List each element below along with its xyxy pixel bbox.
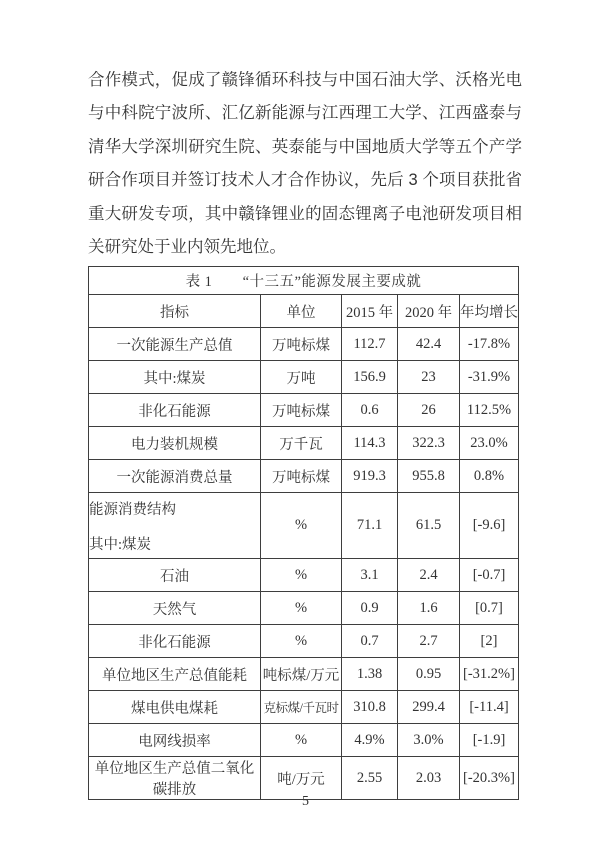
cell-2020: 26: [398, 394, 460, 427]
cell-unit: 吨/万元: [261, 757, 342, 800]
cell-growth: [2]: [460, 625, 519, 658]
col-header-unit: 单位: [261, 295, 342, 328]
cell-2015: 0.7: [342, 625, 398, 658]
col-header-2015: 2015 年: [342, 295, 398, 328]
indicator-line-2: 其中:煤炭: [89, 536, 152, 553]
table-row: [89, 691, 519, 724]
cell-unit: 万吨标煤: [261, 460, 342, 493]
cell-indicator: 煤电供电煤耗: [89, 691, 261, 724]
cell-2020: 955.8: [398, 460, 460, 493]
cell-2015: 114.3: [342, 427, 398, 460]
cell-2015: 919.3: [342, 460, 398, 493]
cell-unit: 万吨标煤: [261, 328, 342, 361]
cell-indicator: 一次能源生产总值: [89, 328, 261, 361]
cell-2015: 0.6: [342, 394, 398, 427]
cell-2020: 2.4: [398, 559, 460, 592]
cell-indicator: 单位地区生产总值能耗: [89, 658, 261, 691]
cell-unit: 吨标煤/万元: [261, 658, 342, 691]
col-header-2020: 2020 年: [398, 295, 460, 328]
table-row: [89, 592, 519, 625]
cell-unit: 万千瓦: [261, 427, 342, 460]
cell-2020: 3.0%: [398, 724, 460, 757]
energy-achievements-table: [88, 266, 519, 800]
table-title-text: “十三五”能源发展主要成就: [242, 274, 422, 290]
cell-indicator: [89, 493, 261, 559]
cell-growth: [0.7]: [460, 592, 519, 625]
cell-indicator: 非化石能源: [89, 625, 261, 658]
cell-unit: %: [261, 724, 342, 757]
page-number: 5: [302, 794, 309, 809]
cell-indicator: 电网线损率: [89, 724, 261, 757]
cell-growth: -17.8%: [460, 328, 519, 361]
table-row: [89, 493, 519, 559]
col-header-indicator: 指标: [89, 295, 261, 328]
cell-unit: 万吨: [261, 361, 342, 394]
cell-2020: 299.4: [398, 691, 460, 724]
cell-growth: [-20.3%]: [460, 757, 519, 800]
cell-growth: 112.5%: [460, 394, 519, 427]
paragraph-line: 与中科院宁波所、汇亿新能源与江西理工大学、江西盛泰与: [88, 104, 522, 123]
table-title-row: [89, 267, 519, 295]
cell-2020: 322.3: [398, 427, 460, 460]
paragraph-line: 清华大学深圳研究生院、英泰能与中国地质大学等五个产学: [88, 137, 522, 156]
table-row: [89, 625, 519, 658]
table-title: [89, 267, 519, 295]
paragraph-line: 合作模式，促成了赣锋循环科技与中国石油大学、沃格光电: [88, 71, 522, 89]
cell-2015: 0.9: [342, 592, 398, 625]
cell-2015: 156.9: [342, 361, 398, 394]
cell-indicator: 其中:煤炭: [89, 361, 261, 394]
paragraph-line: 重大研发专项，其中赣锋锂业的固态锂离子电池研发项目相: [88, 204, 522, 223]
cell-indicator: 石油: [89, 559, 261, 592]
cell-2020: 61.5: [398, 493, 460, 559]
cell-2015: 71.1: [342, 493, 398, 559]
cell-unit: %: [261, 493, 342, 559]
cell-2020: 23: [398, 361, 460, 394]
indicator-line-1: 能源消费结构: [89, 501, 176, 518]
table-row: [89, 361, 519, 394]
cell-growth: 0.8%: [460, 460, 519, 493]
cell-indicator: 一次能源消费总量: [89, 460, 261, 493]
table-row: [89, 427, 519, 460]
table-header-row: [89, 295, 519, 328]
cell-2020: 1.6: [398, 592, 460, 625]
paragraph-line: 关研究处于业内领先地位。: [88, 238, 286, 257]
cell-growth: [-9.6]: [460, 493, 519, 559]
body-paragraph: [88, 64, 522, 264]
cell-indicator: 单位地区生产总值二氧化碳排放: [89, 757, 261, 800]
table-row: [89, 460, 519, 493]
cell-growth: 23.0%: [460, 427, 519, 460]
cell-2015: 2.55: [342, 757, 398, 800]
cell-unit: 万吨标煤: [261, 394, 342, 427]
cell-2015: 3.1: [342, 559, 398, 592]
table-row: [89, 658, 519, 691]
paragraph-line: 研合作项目并签订技术人才合作协议，先后 3 个项目获批省: [88, 171, 522, 190]
table-row: [89, 724, 519, 757]
cell-growth: [-11.4]: [460, 691, 519, 724]
cell-2020: 2.03: [398, 757, 460, 800]
cell-unit: %: [261, 559, 342, 592]
cell-2015: 4.9%: [342, 724, 398, 757]
cell-2015: 1.38: [342, 658, 398, 691]
cell-growth: [-0.7]: [460, 559, 519, 592]
table-title-label: 表 1: [185, 274, 213, 290]
col-header-growth: 年均增长: [460, 295, 519, 328]
cell-growth: [-31.2%]: [460, 658, 519, 691]
cell-indicator: 电力装机规模: [89, 427, 261, 460]
cell-2020: 42.4: [398, 328, 460, 361]
cell-indicator: 天然气: [89, 592, 261, 625]
cell-2020: 2.7: [398, 625, 460, 658]
table-row: [89, 559, 519, 592]
cell-unit: 克标煤/千瓦时: [261, 691, 342, 724]
cell-2015: 112.7: [342, 328, 398, 361]
table-row: [89, 394, 519, 427]
cell-unit: %: [261, 625, 342, 658]
cell-indicator: 非化石能源: [89, 394, 261, 427]
cell-2015: 310.8: [342, 691, 398, 724]
cell-growth: -31.9%: [460, 361, 519, 394]
cell-growth: [-1.9]: [460, 724, 519, 757]
cell-2020: 0.95: [398, 658, 460, 691]
cell-unit: %: [261, 592, 342, 625]
table-row: [89, 328, 519, 361]
